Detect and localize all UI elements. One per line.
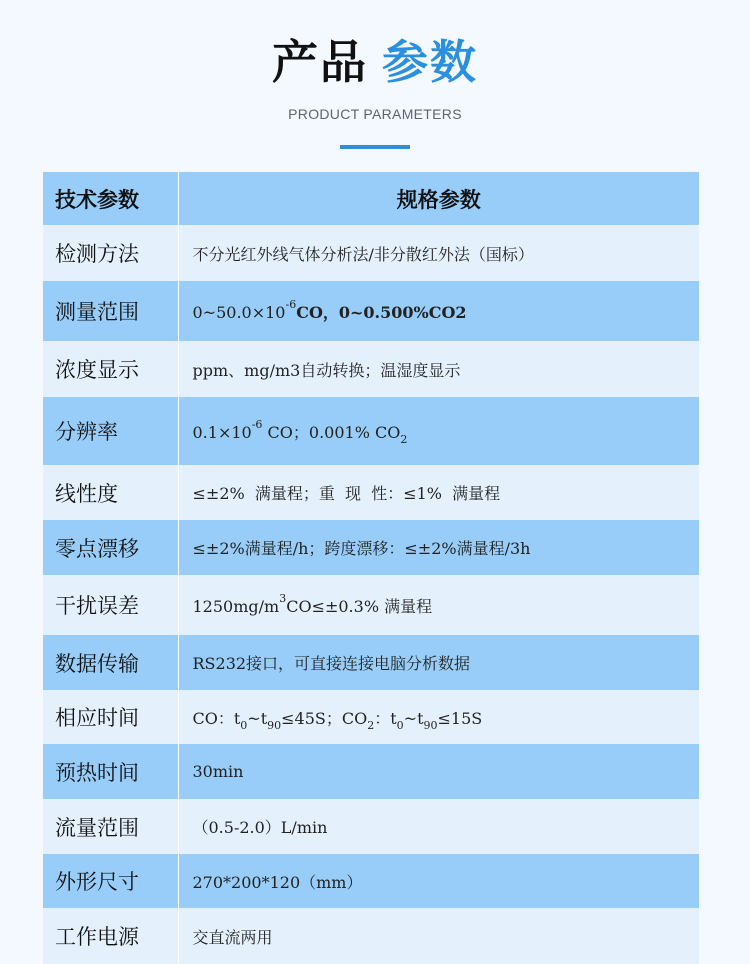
param-value: RS232接口，可直接连接电脑分析数据 (178, 635, 699, 690)
param-label: 测量范围 (43, 281, 178, 341)
param-value: CO：$t_0\sim t_{90}\le 45S$；$CO_2$：$t_0\sim t_{90}\le 15S$ (178, 690, 699, 744)
table-row (43, 225, 699, 281)
header-param-cell: 技术参数 (43, 172, 178, 225)
param-value: 270*200*120（mm） (178, 854, 699, 908)
param-label: 相应时间 (43, 690, 178, 744)
title-part-2: 参数 (382, 35, 478, 89)
param-value: 30min (178, 744, 699, 799)
title-part-1: 产品 (272, 35, 368, 89)
table-row (43, 744, 699, 799)
param-value: （0.5-2.0）L/min (178, 799, 699, 854)
parameters-table (43, 172, 699, 964)
param-value: $1250mg/m^3CO\le\pm 0.3\%$ 满量程 (178, 575, 699, 635)
param-label: 零点漂移 (43, 520, 178, 575)
section-header (0, 0, 750, 172)
param-label: 外形尺寸 (43, 854, 178, 908)
param-value: ≤±2% 满量程；重 现 性：≤1% 满量程 (178, 465, 699, 520)
param-label: 分辨率 (43, 397, 178, 465)
table-header-row (43, 172, 699, 225)
table-row (43, 575, 699, 635)
table-row (43, 690, 699, 744)
table-row (43, 908, 699, 964)
param-label: 数据传输 (43, 635, 178, 690)
param-value: ppm、mg/m3自动转换；温湿度显示 (178, 341, 699, 397)
param-label: 浓度显示 (43, 341, 178, 397)
table-row (43, 465, 699, 520)
table-row (43, 341, 699, 397)
title-underline (340, 145, 410, 149)
param-value: ≤±2%满量程/h；跨度漂移：≤±2%满量程/3h (178, 520, 699, 575)
param-value: 不分光红外线气体分析法/非分散红外法（国标） (178, 225, 699, 281)
table-row (43, 281, 699, 341)
table-row (43, 520, 699, 575)
page-subtitle: PRODUCT PARAMETERS (288, 106, 462, 122)
param-value: $0\sim 50.0\times 10^{-6}CO$，0~0.500%CO2 (178, 281, 699, 341)
table-row (43, 854, 699, 908)
table-row (43, 397, 699, 465)
header-spec-cell: 规格参数 (178, 172, 699, 225)
param-label: 工作电源 (43, 908, 178, 964)
param-label: 干扰误差 (43, 575, 178, 635)
param-label: 线性度 (43, 465, 178, 520)
table-row (43, 799, 699, 854)
param-label: 流量范围 (43, 799, 178, 854)
param-label: 预热时间 (43, 744, 178, 799)
param-value: 交直流两用 (178, 908, 699, 964)
param-label: 检测方法 (43, 225, 178, 281)
page-title (0, 32, 750, 92)
table-row (43, 635, 699, 690)
param-value: $0.1\times 10^{-6}$ CO；0.001% $CO_2$ (178, 397, 699, 465)
